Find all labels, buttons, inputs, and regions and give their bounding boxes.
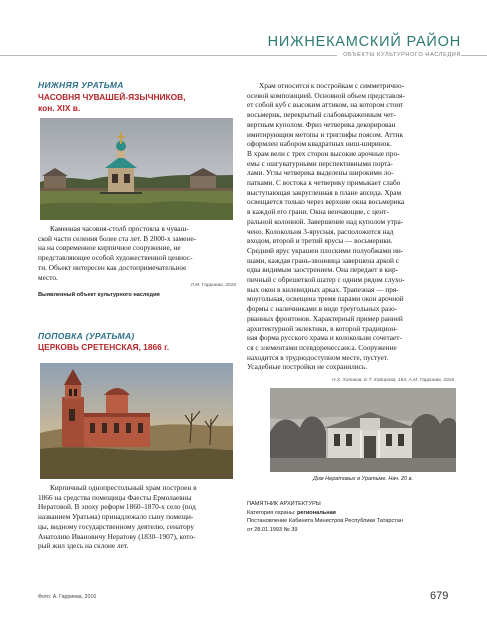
right-text-line: архитектурной эклектики, в которой традицион- [247,323,398,333]
right-text-line: вертным куполом. Фриз четверика декорирован [247,119,396,129]
right-text-line: едва видимым заострением. Она передает в кир- [247,265,399,275]
right-text-line: осевой композицией. Основной объем представля- [247,90,405,100]
section2-description-line: Нератовой. В эпоху реформ 1860–1870-х село (под [38,502,196,512]
section1-description-line: ти. Объект интересен как достопримечательное [38,262,187,272]
section1-object-title: ЧАСОВНЯ ЧУВАШЕЙ-ЯЗЫЧНИКОВ, [38,92,186,102]
right-text-line: оформлен набором квадратных ниш-ширинок. [247,139,392,149]
right-text-line: выступающая закругленная в плане апсида. Храм [247,187,402,197]
right-text-line: восьмерик, перекрытый слабовыраженным чет- [247,110,396,120]
protection-category [247,509,457,518]
right-column-text [247,81,454,372]
section2-location: ПОПОВКА (УРАТЬМА) [38,331,135,341]
monument-heading: ПАМЯТНИК АРХИТЕКТУРЫ [247,501,321,507]
right-text-line: освещается только через верхние окна восьмерика [247,197,405,207]
right-text-line: рванных фронтонов. Характерный пример ранней [247,313,403,323]
photo-credit: Фото: А. Гарриева, 2016 [38,594,97,600]
right-text-line: пичный с обрешеткой шатер с одним рядом слухо- [247,275,405,285]
right-text-line: в каждой его грани. Окна венчающие, с цент- [247,207,389,217]
section2-description-line: названием Уратьма) принадлежало сыну помещи- [38,512,194,522]
section1-description [38,224,238,282]
right-column-authors: Н.Х. Халиков, Е.Т. Хайирова, 183, А.М. Гарриева, 2016 [332,378,454,383]
section2-description-line: Кирпичный однопрестольный храм построен в [50,483,197,492]
section1-description-line: место. [38,272,58,282]
section1-object-date: кон. XIX в. [38,103,81,113]
right-text-line: Средний ярус украшен плоскими полуобжами ни- [247,245,404,255]
section2-description [38,483,238,551]
decree-line: от 28.01.1993 № 39 [247,526,298,533]
right-text-line: формы с наличниками в виде треугольных разо- [247,304,398,314]
section1-description-line: на на современное кирпичное сооружение, не [38,243,181,253]
right-text-line: В храм вели с трех сторон высокие арочные про- [247,148,400,158]
section2-description-line: цы, видному государственному деятелю, сенатору [38,521,195,531]
archive-photo [270,388,456,472]
archive-photo-caption: Дом Нератовых в Уратьме. Нач. 20 в. [312,476,414,482]
right-text-line: моугольная, освещена тремя парами окон арочной [247,294,404,304]
district-title: НИЖНЕКАМСКИЙ РАЙОН [267,34,461,50]
right-text-line: лами. Углы четверика выделены широкими ло- [247,168,394,178]
right-text-line: входом, второй и третий ярусы — восьмерики. [247,236,393,246]
right-text-line: ся с элементами псевдоренессанса. Сооружение [247,342,397,352]
chapel-photo [40,118,233,220]
section2-object-title: ЦЕРКОВЬ СРЕТЕНСКАЯ, 1866 г. [38,342,170,352]
decree-line: Постановление Кабинета Министров Республики Татарстан [247,518,403,525]
right-text-line: имитирующим метопы и триглифы поясом. Аттик [247,129,404,139]
section1-heritage-status: Выявленный объект культурного наследия [38,292,160,298]
section2-description-line: Анатолию Ивановичу Нератову (1830–1907), кото- [38,531,196,541]
protection-category-label: Категория охраны: [247,509,296,516]
right-text-line: чено. Колокольня 3-ярусная, расположится над [247,226,394,236]
right-text-line: емы с ошгуватурными перспективными порта- [247,158,393,168]
protection-category-value: региональная [297,509,336,516]
section2-description-line: рый жил здесь на склоне лет. [38,541,129,551]
right-text-line: Усадебные постройки не сохранились. [247,362,368,372]
right-text-line: патками. С востока к четверику примыкает слабо [247,178,401,188]
section1-author-credit: Л.М. Гарриева, 2016 [190,283,236,288]
right-text-line: находится в труднодоступном месте, пустует. [247,352,389,362]
section1-description-line: Каменная часовня-столб простояла в чуваш- [50,224,189,233]
right-text-line: вых окон в килевидных арках. Трапезная — пря- [247,284,399,294]
church-photo [40,363,233,479]
monument-info [247,500,457,534]
section1-description-line: ской части селения более ста лет. В 2000-х замене- [38,233,196,243]
right-text-line: шами, каждая грань-звонница завершена аркой с [247,255,399,265]
right-text-line: ная форма русского храма и колокольни сочетает- [247,333,402,343]
section2-description-line: 1866 на средства помещицы Фаесты Ермолаевны [38,492,192,502]
page-number: 679 [430,590,449,602]
section1-description-line: представляющее особой художественной ценнос- [38,253,193,263]
right-text-line: ет собой куб с высоким аттиком, на котором стоит [247,100,404,110]
right-text-line: ральной колонной. Завершение над куполом утра- [247,216,404,226]
right-text-line: Храм относится к постройкам с симметрично- [259,81,405,90]
section1-location: НИЖНЯЯ УРАТЬМА [38,80,124,90]
header-subtitle: ОБЪЕКТЫ КУЛЬТУРНОГО НАСЛЕДИЯ [337,52,461,58]
